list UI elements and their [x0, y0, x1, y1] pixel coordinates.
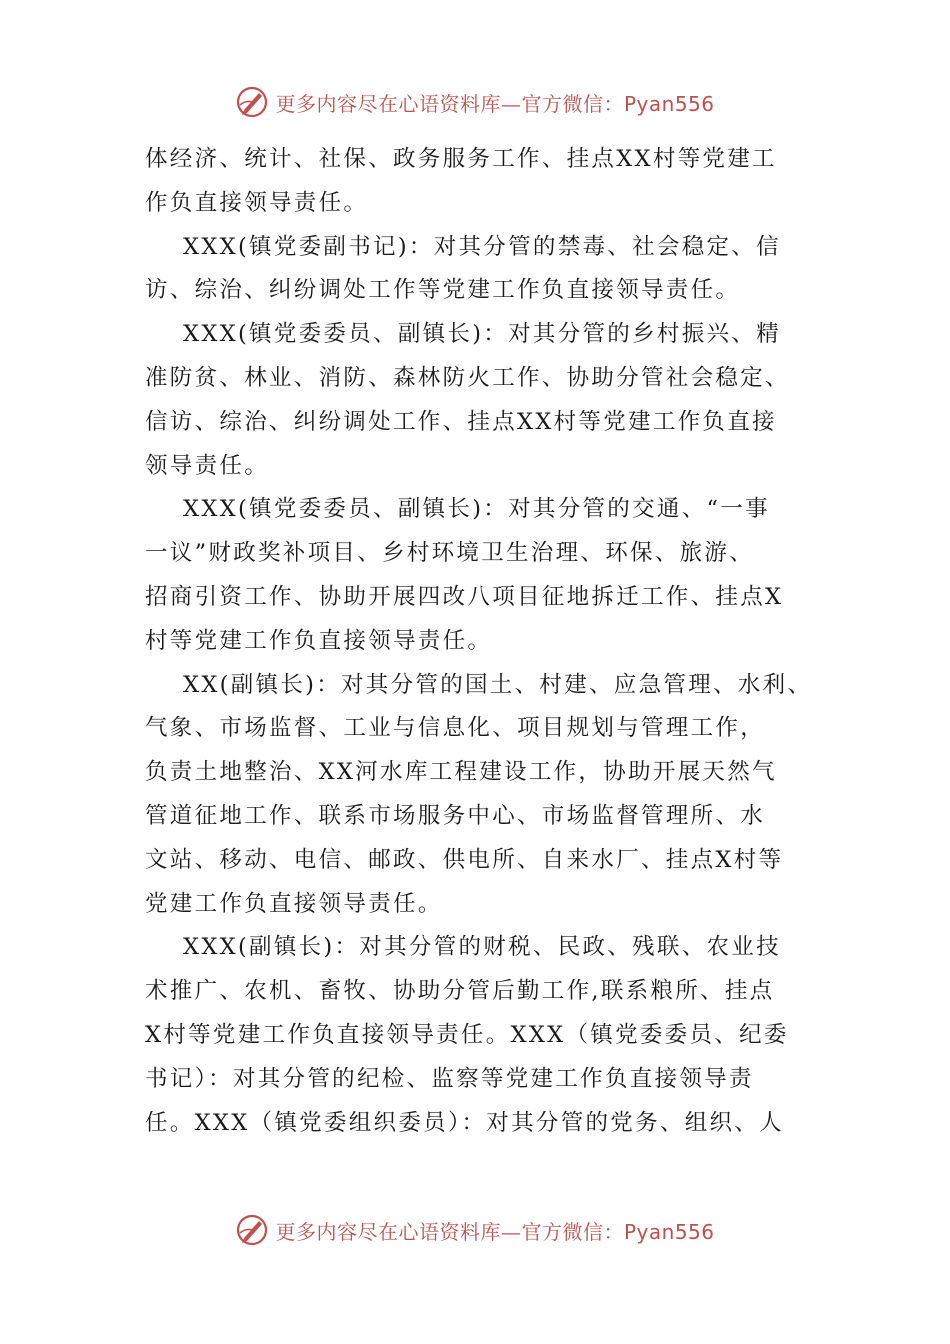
- text-line: 作负直接领导责任。: [145, 189, 369, 216]
- text-line: 一议”财政奖补项目、乡村环境卫生治理、环保、旅游、: [145, 540, 755, 567]
- text-line: 文站、移动、电信、邮政、供电所、自来水厂、挂点X村等: [145, 846, 784, 873]
- footer-banner: [0, 1210, 950, 1250]
- text-line: 任。XXX（镇党委组织委员）：对其分管的党务、组织、人: [145, 1109, 784, 1136]
- text-line: 负责土地整治、XX河水库工程建设工作，协助开展天然气: [145, 759, 777, 786]
- header-banner-label: 更多内容尽在心语资料库—官方微信：: [275, 91, 624, 116]
- text-line: XXX(镇党委副书记)：对其分管的禁毒、社会稳定、信: [183, 233, 781, 260]
- text-line: XX(副镇长)：对其分管的国土、村建、应急管理、水利、: [183, 671, 813, 698]
- text-line: 村等党建工作负直接领导责任。: [145, 627, 493, 654]
- text-line: 党建工作负直接领导责任。: [145, 890, 443, 917]
- text-line: XXX(副镇长)：对其分管的财税、民政、残联、农业技: [183, 934, 781, 961]
- text-line: 准防贫、林业、消防、森林防火工作、协助分管社会稳定、: [145, 364, 790, 391]
- text-line: 信访、综治、纠纷调处工作、挂点XX村等党建工作负直接: [145, 408, 777, 435]
- text-line: 领导责任。: [145, 452, 270, 479]
- footer-banner-label: 更多内容尽在心语资料库—官方微信：: [275, 1219, 624, 1244]
- text-line: 管道征地工作、联系市场服务中心、市场监督管理所、水: [145, 802, 766, 829]
- text-line: 书记）：对其分管的纪检、监察等党建工作负直接领导责: [145, 1065, 754, 1092]
- header-banner: [0, 82, 950, 122]
- text-line: X村等党建工作负直接领导责任。XXX（镇党委委员、纪委: [145, 1021, 789, 1048]
- header-wechat-id: Pyan556: [623, 91, 715, 116]
- text-line: 气象、市场监督、工业与信息化、项目规划与管理工作，: [145, 715, 766, 742]
- pen-logo-icon: [235, 85, 269, 119]
- text-line: 招商引资工作、协助开展四改八项目征地拆迁工作、挂点X: [145, 583, 784, 610]
- text-line: 体经济、统计、社保、政务服务工作、挂点XX村等党建工: [145, 146, 777, 172]
- pen-logo-icon: [235, 1213, 269, 1247]
- text-line: 术推广、农机、畜牧、协助分管后勤工作,联系粮所、挂点: [145, 978, 775, 1005]
- document-body: [145, 138, 815, 1145]
- footer-banner-text: [275, 1216, 714, 1245]
- text-line: XXX(镇党委委员、副镇长)：对其分管的乡村振兴、精: [183, 321, 781, 348]
- text-line: XXX(镇党委委员、副镇长)：对其分管的交通、“一事: [183, 496, 770, 523]
- text-line: 访、综治、纠纷调处工作等党建工作负直接领导责任。: [145, 277, 741, 304]
- header-banner-text: [275, 88, 714, 117]
- footer-wechat-id: Pyan556: [623, 1219, 715, 1244]
